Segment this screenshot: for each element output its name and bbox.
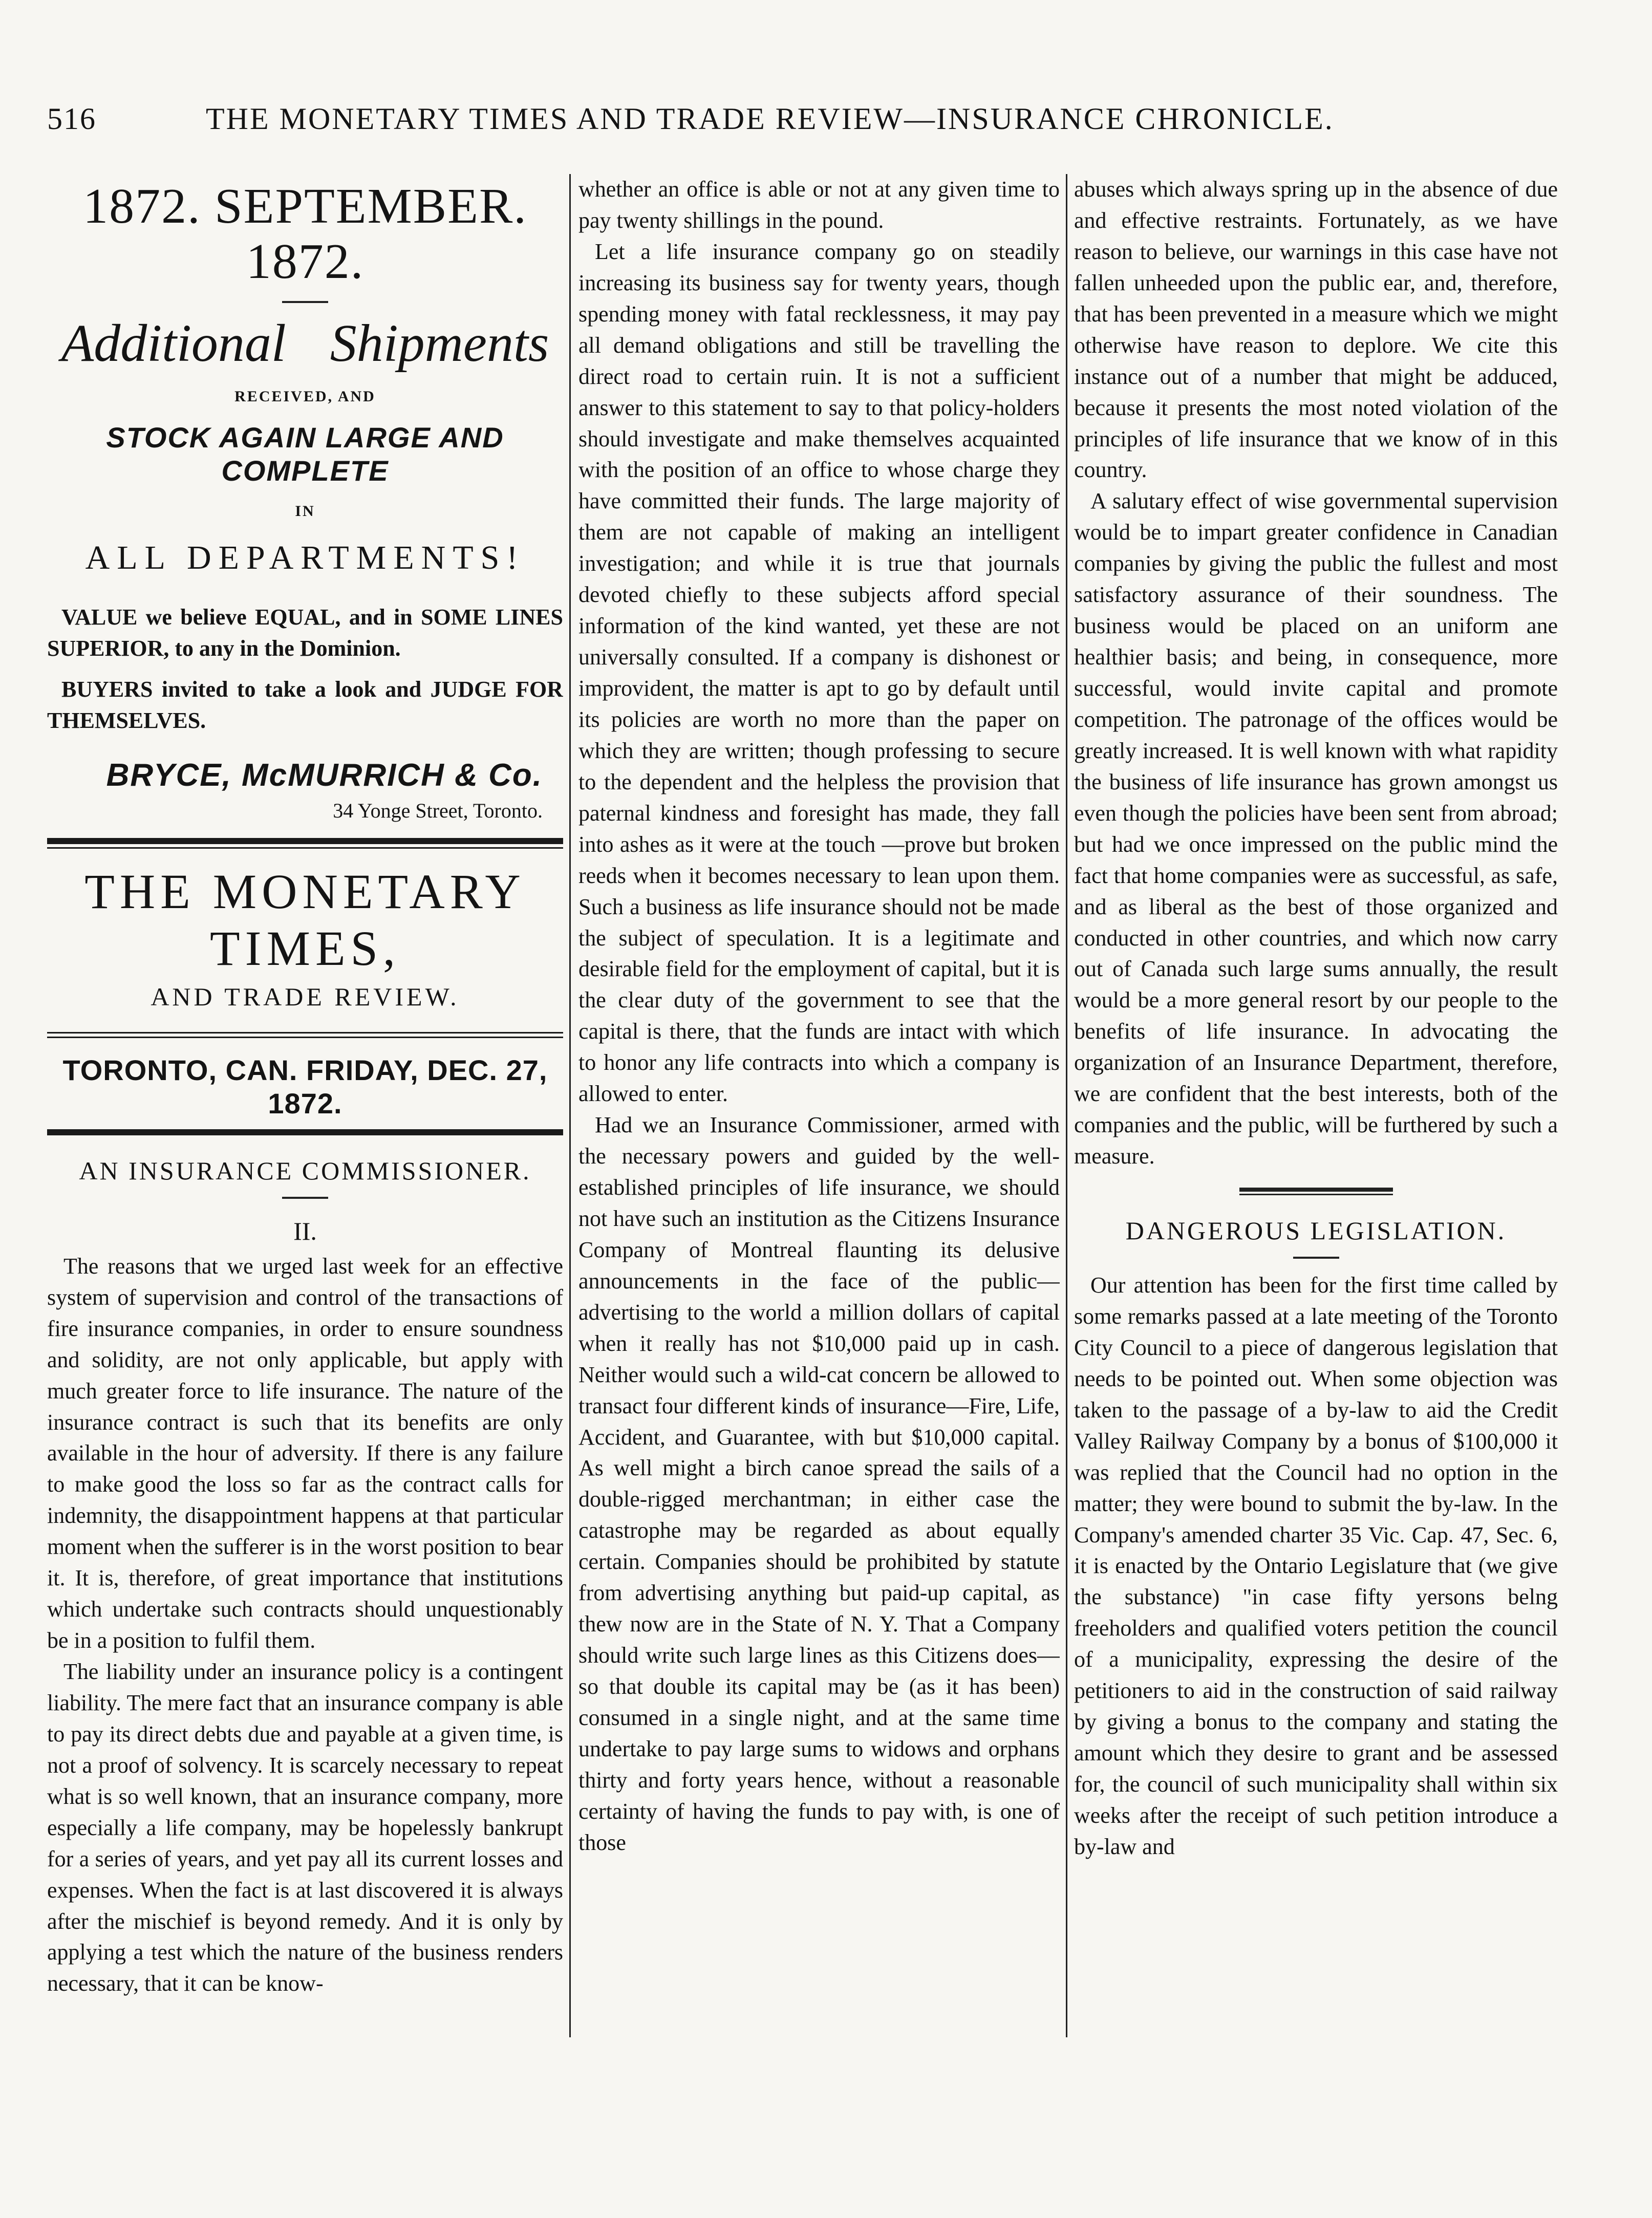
masthead-title: THE MONETARY TIMES,	[84, 864, 526, 976]
masthead-subtitle: AND TRADE REVIEW.	[151, 982, 460, 1011]
article-part: II.	[293, 1216, 317, 1245]
column-1	[47, 174, 563, 2198]
ad-date-line: 1872. SEPTEMBER. 1872.	[83, 179, 527, 289]
page-number: 516	[47, 102, 96, 136]
dateline: TORONTO, CAN. FRIDAY, DEC. 27, 1872.	[62, 1053, 548, 1119]
ad-stock-line: STOCK AGAIN LARGE AND COMPLETE	[106, 421, 504, 487]
column-2	[578, 174, 1060, 2198]
ad-headline: Additional Shipments	[61, 313, 549, 373]
divider	[47, 838, 563, 844]
paragraph: abuses which always spring up in the absence of due and effective restraints. Fortunately, as we have reason to believe, our warnings in this case have not fallen unheeded upon the public ear, and, therefore, that has been prevented in a measure which we might otherwise have reason to deplore. We cite this instance out of a number that might be adduced, because it presents the most noted violation of the principles of life insurance that we know of in this country.	[1074, 177, 1558, 483]
column-3	[1074, 174, 1558, 2198]
divider	[47, 1037, 563, 1038]
ad-departments-line: ALL DEPARTMENTS!	[85, 539, 525, 576]
article-title: AN INSURANCE COMMISSIONER.	[79, 1156, 531, 1185]
ad-value-text: VALUE we believe EQUAL, and in SOME LINES SUPERIOR, to any in the Dominion.	[47, 604, 563, 661]
running-title: THE MONETARY TIMES AND TRADE REVIEW—INSURANCE CHRONICLE.	[206, 102, 1334, 136]
ad-in-line: IN	[295, 502, 315, 520]
article-body	[47, 1251, 563, 2000]
paragraph: Let a life insurance company go on steadily increasing its business say for twenty years, though spending money with fatal recklessness, it may pay all demand obligations and still be travelling the direct road to certain ruin. It is not a sufficient answer to this statement to say to that policy-holders should investigate and make themselves acquainted with the position of an office to whose charge they have committed their funds. The large majority of them are not capable of making an intelligent investigation; and while it is true that journals devoted chiefly to these subjects afford special information of the kind wanted, yet these are not universally consulted. If a company is dishonest or improvident, the matter is apt to go by default until its policies are worth no more than the paper on which they are written; though professing to secure to the dependent and the helpless the provision that paternal kindness and foresight has made, they fall into ashes as it were at the touch —prove but broken reeds when it becomes necessary to lean upon them. Such a business as life insurance should not be made the subject of speculation. It is a legitimate and desirable field for the employment of capital, but it is the clear duty of the government to see that the capital is there, that the funds are intact with which to honor any life contracts into which a company is allowed to enter.	[578, 239, 1060, 1107]
article-title: DANGEROUS LEGISLATION.	[1125, 1216, 1507, 1245]
advertisement	[47, 179, 563, 823]
ad-address: 34 Yonge Street, Toronto.	[333, 799, 543, 822]
article-body	[578, 174, 1060, 1859]
ad-buyers-text: BUYERS invited to take a look and JUDGE FOR THEMSELVES.	[47, 677, 563, 734]
paragraph: Our attention has been for the first time called by some remarks passed at a late meeting of the Toronto City Council to a piece of dangerous legislation that needs to be pointed out. When some objection was taken to the passage of a by-law to aid the Credit Valley Railway Company by a bonus of $100,000 it was replied that the Council had no option in the matter; they were bound to submit the by-law. In the Company's amended charter 35 Vic. Cap. 47, Sec. 6, it is enacted by the Ontario Legislature that (we give the substance) "in case fifty yersons belng freeholders and qualified voters petition the council of a municipality, expressing the desire of the petitioners to aid in the construction of said railway by giving a bonus to the company and stating the amount which they desire to grant and be assessed for, the council of such municipality shall within six weeks after the receipt of such petition introduce a by-law and	[1074, 1273, 1558, 1859]
divider	[282, 301, 328, 303]
article-body	[1074, 174, 1558, 1172]
divider	[1239, 1194, 1393, 1195]
paragraph: A salutary effect of wise governmental supervision would be to impart greater confidence in Canadian companies by giving the public the fullest and most satisfactory assurance of their soundness. The business would be placed on an uniform ane healthier basis; and being, in consequence, more successful, would invite capital and promote competition. The patronage of the offices would be greatly increased. It is well known with what rapidity the business of life insurance has grown amongst us even though the policies have been sent from abroad; but had we once impressed on the public mind the fact that home companies were as successful, as safe, and as liberal as the best of those organized and conducted in other countries, and which now carry out of Canada such large sums annually, the result would be a more general resort by our people to the benefits of life insurance. In advocating the organization of an Insurance Department, therefore, we are confident that the best interests, both of the companies and the public, will be furthered by such a measure.	[1074, 488, 1558, 1169]
divider	[47, 847, 563, 849]
paragraph: The reasons that we urged last week for an effective system of supervision and control of the transactions of fire insurance companies, in order to ensure soundness and solidity, are not only applicable, but apply with much greater force to life insurance. The nature of the insurance contract is such that its benefits are only available in the hour of adversity. If there is any failure to make good the loss so far as the contract calls for indemnity, the disappointment happens at that particular moment when the sufferer is in the worst position to bear it. It is, therefore, of great importance that institutions which undertake such contracts should unquestionably be in a position to fulfil them.	[47, 1253, 563, 1653]
column-divider	[569, 174, 571, 2037]
divider	[1239, 1188, 1393, 1192]
divider	[1293, 1257, 1339, 1259]
paragraph: Had we an Insurance Commissioner, armed with the necessary powers and guided by the well-established principles of life insurance, we should not have such an institution as the Citizens Insurance Company of Montreal flaunting its delusive announcements in the face of the public—advertising to the world a million dollars of capital when it really has not $10,000 paid up in cash. Neither would such a wild-cat concern be allowed to transact four different kinds of insurance—Fire, Life, Accident, and Guarantee, with but $10,000 capital. As well might a birch canoe spread the sails of a double-rigged merchantman; in either case the catastrophe may be regarded as about equally certain. Companies should be prohibited by statute from advertising anything but paid-up capital, as thew now are in the State of N. Y. That a Company should write such large lines as this Citizens does—so that double its capital may be (as it has been) consumed in a single night, and at the same time undertake to pay large sums to widows and orphans thirty and forty years hence, without a reasonable certainty of having the funds to pay with, is one of those	[578, 1112, 1060, 1855]
ad-firm-name: BRYCE, McMURRICH & Co.	[106, 757, 543, 793]
paragraph: The liability under an insurance policy is a contingent liability. The mere fact that an insurance company is able to pay its direct debts due and payable at a given time, is not a proof of solvency. It is scarcely necessary to repeat what is so well known, that an insurance company, more especially a life company, may be hopelessly bankrupt for a series of years, and yet pay all its current losses and expenses. When the fact is at last discovered it is always after the mischief is beyond remedy. And it is only by applying a test which the nature of the business renders necessary, that it can be know-	[47, 1659, 563, 1996]
running-head	[47, 97, 1583, 143]
ad-received-line: RECEIVED, AND	[234, 387, 376, 405]
column-divider	[1066, 174, 1067, 2037]
paragraph: whether an office is able or not at any given time to pay twenty shillings in the pound.	[578, 177, 1060, 233]
divider	[47, 1129, 563, 1135]
article-body	[1074, 1270, 1558, 1863]
divider	[47, 1032, 563, 1033]
divider	[282, 1197, 328, 1199]
